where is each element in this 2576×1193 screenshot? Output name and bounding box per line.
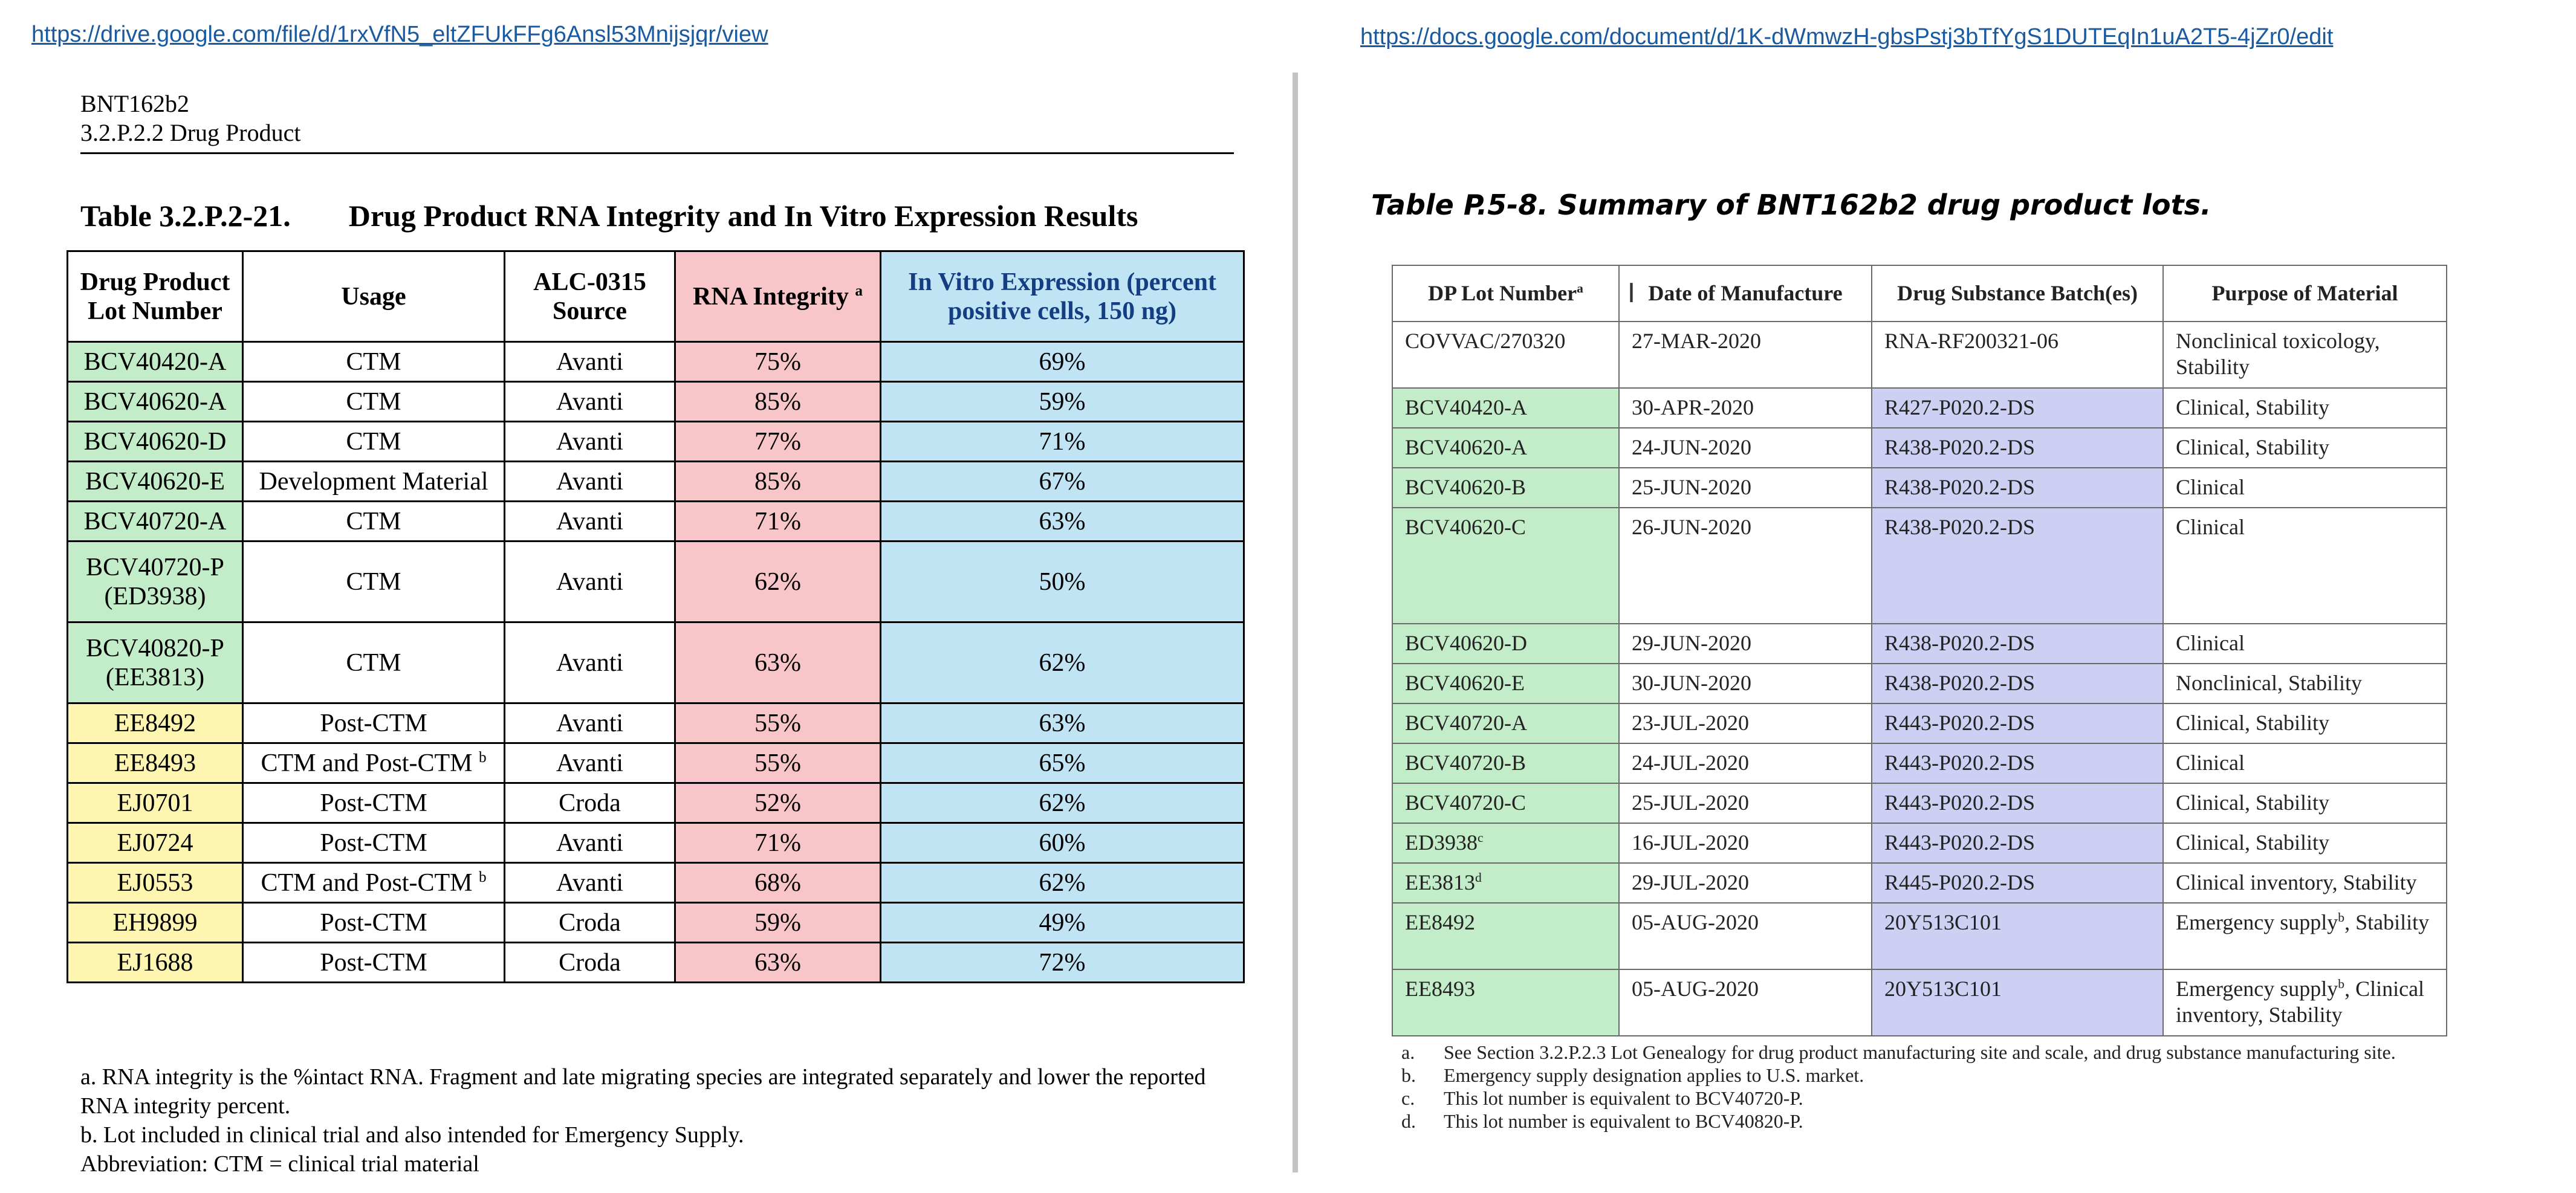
lot-number: BCV40420-A <box>83 348 227 376</box>
table-row <box>68 462 1244 502</box>
doc-header-product: BNT162b2 <box>80 90 189 117</box>
usage-text: CTM <box>346 427 401 456</box>
table-row <box>1392 388 2447 428</box>
purpose-cell <box>2163 664 2447 703</box>
lot-number: BCV40820-P <box>86 634 224 662</box>
lot-alias: (ED3938) <box>104 582 206 610</box>
lot-cell <box>1392 783 1619 823</box>
lot-number: BCV40720-C <box>1405 790 1526 815</box>
lot-number: EJ0553 <box>117 868 193 897</box>
lot-number: EJ0724 <box>117 829 193 857</box>
date-cell: 05-AUG-2020 <box>1619 903 1872 969</box>
footnote-text: This lot number is equivalent to BCV40820-P. <box>1444 1110 1803 1132</box>
source-cell: Avanti <box>505 382 675 422</box>
purpose-cell <box>2163 969 2447 1036</box>
purpose-cell <box>2163 703 2447 743</box>
usage-cell <box>243 622 505 703</box>
table-row <box>68 863 1244 903</box>
usage-cell <box>243 462 505 502</box>
batch-cell: R427-P020.2-DS <box>1872 388 2163 428</box>
lot-cell <box>68 342 243 382</box>
purpose-text: Emergency supply <box>2176 910 2338 934</box>
lot-cell <box>68 622 243 703</box>
right-footnotes <box>1401 1041 2441 1133</box>
rna-integrity-cell: 63% <box>675 622 881 703</box>
in-vitro-cell: 62% <box>881 783 1244 823</box>
lot-cell <box>1392 903 1619 969</box>
in-vitro-cell: 69% <box>881 342 1244 382</box>
usage-cell <box>243 703 505 743</box>
lot-cell <box>1392 969 1619 1036</box>
usage-cell <box>243 382 505 422</box>
footnote-key: d. <box>1401 1110 1416 1132</box>
purpose-text: Clinical <box>2176 631 2245 655</box>
date-cell: 26-JUN-2020 <box>1619 508 1872 624</box>
table-row <box>68 703 1244 743</box>
usage-cell <box>243 863 505 903</box>
lot-cell <box>68 783 243 823</box>
footnote-marker: a <box>1577 281 1583 296</box>
usage-cell <box>243 502 505 542</box>
date-cell: 16-JUL-2020 <box>1619 823 1872 863</box>
usage-cell <box>243 743 505 783</box>
col-header-dp-lot-label: DP Lot Number <box>1428 281 1577 305</box>
rna-integrity-cell: 85% <box>675 462 881 502</box>
header-rule <box>80 152 1234 154</box>
date-cell: 30-APR-2020 <box>1619 388 1872 428</box>
lot-cell <box>1392 388 1619 428</box>
usage-text: Development Material <box>259 467 488 496</box>
source-cell: Avanti <box>505 422 675 462</box>
usage-text: Post-CTM <box>320 789 427 817</box>
rna-integrity-cell: 55% <box>675 703 881 743</box>
table-row <box>1392 664 2447 703</box>
batch-cell: R443-P020.2-DS <box>1872 823 2163 863</box>
lot-cell <box>68 863 243 903</box>
batch-cell: R443-P020.2-DS <box>1872 703 2163 743</box>
col-header-lot: Drug Product Lot Number <box>68 251 243 342</box>
usage-text: CTM <box>346 387 401 416</box>
purpose-cell <box>2163 624 2447 664</box>
source-cell: Avanti <box>505 743 675 783</box>
batch-cell: R438-P020.2-DS <box>1872 468 2163 508</box>
date-cell: 25-JUL-2020 <box>1619 783 1872 823</box>
footnote-key: b. <box>1401 1064 1416 1086</box>
lot-number: EJ1688 <box>117 948 193 977</box>
footnote-text: This lot number is equivalent to BCV40720-P. <box>1444 1087 1803 1109</box>
batch-cell: RNA-RF200321-06 <box>1872 322 2163 388</box>
batch-cell: R438-P020.2-DS <box>1872 664 2163 703</box>
footnote-marker: d <box>1475 870 1482 885</box>
lot-number: BCV40620-E <box>85 467 225 496</box>
batch-cell: 20Y513C101 <box>1872 969 2163 1036</box>
in-vitro-cell: 63% <box>881 502 1244 542</box>
batch-cell: R438-P020.2-DS <box>1872 428 2163 468</box>
usage-cell <box>243 823 505 863</box>
col-header-dp-lot <box>1392 265 1619 322</box>
lot-cell <box>1392 468 1619 508</box>
col-header-alc-source: ALC-0315 Source <box>505 251 675 342</box>
usage-text: CTM <box>346 567 401 596</box>
batch-cell: R445-P020.2-DS <box>1872 863 2163 903</box>
batch-cell: R443-P020.2-DS <box>1872 783 2163 823</box>
in-vitro-cell: 60% <box>881 823 1244 863</box>
lot-cell <box>68 502 243 542</box>
source-cell: Avanti <box>505 342 675 382</box>
lot-cell <box>1392 703 1619 743</box>
footnote-key: c. <box>1401 1087 1415 1109</box>
lot-cell <box>1392 863 1619 903</box>
lot-number: BCV40620-A <box>83 387 227 416</box>
lot-number: BCV40720-A <box>83 507 227 535</box>
footnote-a: a. RNA integrity is the %intact RNA. Fragment and late migrating species are integrated separately and lower the reported RNA integrity percent. <box>80 1064 1206 1119</box>
in-vitro-cell: 49% <box>881 903 1244 943</box>
col-header-usage: Usage <box>243 251 505 342</box>
batch-cell: R443-P020.2-DS <box>1872 743 2163 783</box>
purpose-cell <box>2163 468 2447 508</box>
batch-cell: 20Y513C101 <box>1872 903 2163 969</box>
purpose-text: Clinical inventory, Stability <box>2176 870 2417 894</box>
date-cell: 25-JUN-2020 <box>1619 468 1872 508</box>
lot-number: BCV40720-A <box>1405 711 1528 735</box>
source-cell: Avanti <box>505 502 675 542</box>
purpose-cell <box>2163 903 2447 969</box>
source-cell: Croda <box>505 903 675 943</box>
lot-cell <box>1392 743 1619 783</box>
table-row <box>1392 863 2447 903</box>
usage-cell <box>243 422 505 462</box>
lot-number: EJ0701 <box>117 789 193 817</box>
purpose-cell <box>2163 388 2447 428</box>
date-cell: 05-AUG-2020 <box>1619 969 1872 1036</box>
purpose-text-cont: , Stability <box>2344 910 2430 934</box>
left-footnotes <box>80 1062 1229 1178</box>
rna-integrity-cell: 68% <box>675 863 881 903</box>
lot-number: BCV40420-A <box>1405 395 1528 419</box>
purpose-text: Clinical, Stability <box>2176 830 2329 855</box>
lot-number: EE3813 <box>1405 870 1475 894</box>
date-cell: 27-MAR-2020 <box>1619 322 1872 388</box>
footnote-key: a. <box>1401 1041 1415 1063</box>
table-row <box>1392 743 2447 783</box>
purpose-cell <box>2163 783 2447 823</box>
usage-text: CTM and Post-CTM <box>261 868 473 897</box>
date-cell: 24-JUN-2020 <box>1619 428 1872 468</box>
lot-number: ED3938 <box>1405 830 1478 855</box>
usage-cell <box>243 542 505 622</box>
text-cursor-icon: I <box>1627 278 1635 309</box>
date-cell: 24-JUL-2020 <box>1619 743 1872 783</box>
table-row <box>1392 703 2447 743</box>
lot-number: COVVAC/270320 <box>1405 329 1566 353</box>
table-row <box>1392 428 2447 468</box>
footnote-b: b. Lot included in clinical trial and also intended for Emergency Supply. <box>80 1122 744 1148</box>
in-vitro-cell: 62% <box>881 622 1244 703</box>
lot-cell <box>68 542 243 622</box>
lot-cell <box>68 743 243 783</box>
table-row <box>68 422 1244 462</box>
in-vitro-cell: 62% <box>881 863 1244 903</box>
table-row <box>68 382 1244 422</box>
purpose-cell <box>2163 863 2447 903</box>
usage-text: CTM <box>346 348 401 376</box>
source-cell: Avanti <box>505 462 675 502</box>
col-header-batch: Drug Substance Batch(es) <box>1872 265 2163 322</box>
source-cell: Avanti <box>505 703 675 743</box>
usage-text: Post-CTM <box>320 829 427 857</box>
rna-integrity-cell: 55% <box>675 743 881 783</box>
in-vitro-cell: 65% <box>881 743 1244 783</box>
lot-number: BCV40620-D <box>1405 631 1528 655</box>
usage-text: CTM <box>346 507 401 535</box>
table-row <box>1392 322 2447 388</box>
rna-integrity-cell: 63% <box>675 943 881 983</box>
lot-number: EH9899 <box>112 908 198 937</box>
date-cell: 30-JUN-2020 <box>1619 664 1872 703</box>
table-row <box>68 502 1244 542</box>
usage-text: CTM and Post-CTM <box>261 749 473 777</box>
col-header-date: Date of Manufacture <box>1619 265 1872 322</box>
purpose-text: Clinical, Stability <box>2176 395 2329 419</box>
lot-cell <box>68 422 243 462</box>
lot-number: BCV40620-B <box>1405 475 1526 499</box>
purpose-text: Clinical, Stability <box>2176 435 2329 459</box>
lot-cell <box>1392 428 1619 468</box>
in-vitro-cell: 71% <box>881 422 1244 462</box>
right-source-link[interactable]: https://docs.google.com/document/d/1K-dWmwzH-gbsPstj3bTfYgS1DUTEqIn1uA2T5-4jZr0/edit <box>1360 24 2334 50</box>
lot-cell <box>68 703 243 743</box>
table-row <box>1392 823 2447 863</box>
purpose-cell <box>2163 508 2447 624</box>
footnote-marker: b <box>2338 910 2345 925</box>
lot-number: EE8492 <box>1405 910 1475 934</box>
rna-integrity-cell: 71% <box>675 823 881 863</box>
in-vitro-cell: 63% <box>881 703 1244 743</box>
left-table-title <box>80 198 1138 233</box>
rna-integrity-cell: 52% <box>675 783 881 823</box>
lot-number: BCV40620-D <box>83 427 227 456</box>
lot-cell <box>1392 823 1619 863</box>
lot-cell <box>1392 508 1619 624</box>
source-cell: Avanti <box>505 823 675 863</box>
source-cell: Croda <box>505 943 675 983</box>
date-cell: 29-JUL-2020 <box>1619 863 1872 903</box>
lot-number: BCV40620-A <box>1405 435 1528 459</box>
purpose-text: Nonclinical toxicology, Stability <box>2176 329 2380 379</box>
in-vitro-cell: 50% <box>881 542 1244 622</box>
footnote <box>1401 1064 2441 1087</box>
purpose-text: Clinical, Stability <box>2176 711 2329 735</box>
date-cell: 29-JUN-2020 <box>1619 624 1872 664</box>
table-row <box>68 903 1244 943</box>
lot-number: BCV40620-C <box>1405 515 1526 539</box>
col-header-in-vitro: In Vitro Expression (percent positive cells, 150 ng) <box>881 251 1244 342</box>
table-row <box>1392 624 2447 664</box>
usage-cell <box>243 903 505 943</box>
lot-cell <box>1392 322 1619 388</box>
footnote-marker: b <box>478 868 487 885</box>
batch-cell: R438-P020.2-DS <box>1872 508 2163 624</box>
table-row <box>1392 468 2447 508</box>
col-header-rna-integrity <box>675 251 881 342</box>
drug-product-lots-table <box>1392 265 2447 1036</box>
lot-number: BCV40620-E <box>1405 671 1525 695</box>
footnote-marker: b <box>478 749 487 766</box>
footnote-marker: b <box>2338 977 2345 991</box>
lot-number: BCV40720-B <box>1405 751 1526 775</box>
in-vitro-cell: 67% <box>881 462 1244 502</box>
purpose-text: Emergency supply <box>2176 977 2338 1001</box>
table-row <box>68 542 1244 622</box>
lot-cell <box>68 903 243 943</box>
table-row <box>1392 783 2447 823</box>
purpose-text: Clinical <box>2176 515 2245 539</box>
table-row <box>1392 508 2447 624</box>
usage-cell <box>243 943 505 983</box>
source-cell: Croda <box>505 783 675 823</box>
lot-number: EE8493 <box>114 749 196 777</box>
usage-cell <box>243 783 505 823</box>
source-cell: Avanti <box>505 863 675 903</box>
lot-number: BCV40720-P <box>86 553 224 581</box>
rna-integrity-cell: 75% <box>675 342 881 382</box>
lot-alias: (EE3813) <box>105 663 205 691</box>
rna-integrity-cell: 62% <box>675 542 881 622</box>
purpose-cell <box>2163 743 2447 783</box>
purpose-cell <box>2163 428 2447 468</box>
lot-number: EE8493 <box>1405 977 1475 1001</box>
footnote-text: Emergency supply designation applies to U.S. market. <box>1444 1064 1864 1086</box>
rna-integrity-cell: 59% <box>675 903 881 943</box>
footnote-text: See Section 3.2.P.2.3 Lot Genealogy for drug product manufacturing site and scale, and drug substance manufacturing site. <box>1444 1041 2396 1063</box>
footnote-abbreviation: Abbreviation: CTM = clinical trial material <box>80 1151 479 1177</box>
table-row <box>1392 903 2447 969</box>
purpose-cell <box>2163 322 2447 388</box>
lot-cell <box>68 823 243 863</box>
source-cell: Avanti <box>505 542 675 622</box>
table-header-row <box>68 251 1244 342</box>
rna-integrity-table <box>67 250 1245 983</box>
rna-integrity-cell: 71% <box>675 502 881 542</box>
purpose-text: Clinical, Stability <box>2176 790 2329 815</box>
table-row <box>1392 969 2447 1036</box>
lot-cell <box>68 382 243 422</box>
table-row <box>68 622 1244 703</box>
table-row <box>68 342 1244 382</box>
purpose-text-cont: , Clinical inventory, Stability <box>2176 977 2425 1027</box>
footnote <box>1401 1041 2441 1064</box>
purpose-text: Nonclinical, Stability <box>2176 671 2362 695</box>
usage-text: Post-CTM <box>320 908 427 937</box>
purpose-cell <box>2163 823 2447 863</box>
left-table-number: Table 3.2.P.2-21. <box>80 199 291 233</box>
rna-integrity-cell: 85% <box>675 382 881 422</box>
lot-cell <box>68 462 243 502</box>
batch-cell: R438-P020.2-DS <box>1872 624 2163 664</box>
lot-cell <box>68 943 243 983</box>
footnote <box>1401 1110 2441 1133</box>
footnote <box>1401 1087 2441 1110</box>
table-row <box>68 743 1244 783</box>
lot-cell <box>1392 664 1619 703</box>
col-header-rna-label: RNA Integrity <box>693 282 849 311</box>
table-row <box>68 943 1244 983</box>
date-cell: 23-JUL-2020 <box>1619 703 1872 743</box>
usage-text: Post-CTM <box>320 948 427 977</box>
table-row <box>68 823 1244 863</box>
usage-text: CTM <box>346 648 401 677</box>
in-vitro-cell: 59% <box>881 382 1244 422</box>
lot-cell <box>1392 624 1619 664</box>
right-table-title: Table P.5-8. Summary of BNT162b2 drug product lots. <box>1371 189 2211 221</box>
purpose-text: Clinical <box>2176 475 2245 499</box>
usage-text: Post-CTM <box>320 709 427 737</box>
panel-divider <box>1293 73 1298 1172</box>
usage-cell <box>243 342 505 382</box>
purpose-text: Clinical <box>2176 751 2245 775</box>
rna-integrity-cell: 77% <box>675 422 881 462</box>
doc-header-section: 3.2.P.2.2 Drug Product <box>80 119 301 146</box>
table-row <box>68 783 1244 823</box>
left-source-link[interactable]: https://drive.google.com/file/d/1rxVfN5_eltZFUkFFg6Ansl53Mnijsjqr/view <box>31 22 768 47</box>
footnote-marker: a <box>855 282 863 299</box>
left-table-caption: Drug Product RNA Integrity and In Vitro Expression Results <box>348 199 1138 233</box>
table-header-row <box>1392 265 2447 322</box>
footnote-marker: c <box>1478 830 1484 845</box>
source-cell: Avanti <box>505 622 675 703</box>
in-vitro-cell: 72% <box>881 943 1244 983</box>
lot-number: EE8492 <box>114 709 196 737</box>
col-header-purpose: Purpose of Material <box>2163 265 2447 322</box>
